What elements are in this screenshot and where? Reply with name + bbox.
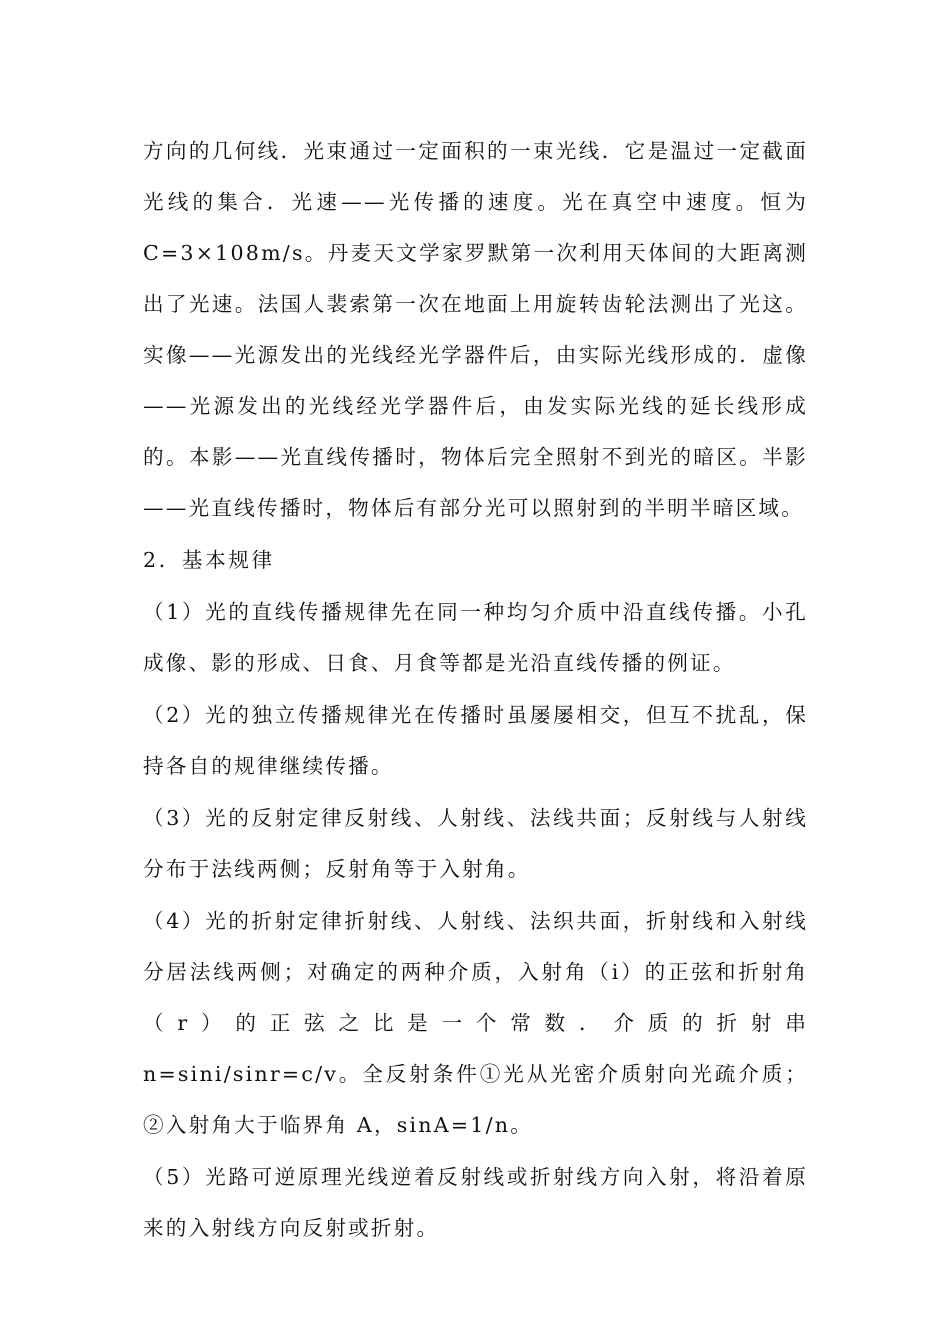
law-5-paragraph: （5）光路可逆原理光线逆着反射线或折射线方向入射，将沿着原来的入射线方向反射或折射。	[143, 1165, 808, 1240]
law-3-paragraph: （3）光的反射定律反射线、人射线、法线共面；反射线与人射线分布于法线两侧；反射角等于入射角。	[143, 806, 808, 881]
document-page	[143, 126, 808, 1254]
section-heading: 2．基本规律	[143, 548, 275, 572]
intro-paragraph: 方向的几何线．光束通过一定面积的一束光线．它是温过一定截面光线的集合．光速——光传播的速度。光在真空中速度。恒为C=3×108m/s。丹麦天文学家罗默第一次利用天体间的大距离测出了光速。法国人裴索第一次在地面上用旋转齿轮法测出了光这。实像——光源发出的光线经光学器件后，由实际光线形成的．虚像——光源发出的光线经光学器件后，由发实际光线的延长线形成的。本影——光直线传播时，物体后完全照射不到光的暗区。半影——光直线传播时，物体后有部分光可以照射到的半明半暗区域。	[143, 139, 808, 520]
law-2-paragraph: （2）光的独立传播规律光在传播时虽屡屡相交，但互不扰乱，保持各自的规律继续传播。	[143, 703, 808, 778]
law-4-paragraph: （4）光的折射定律折射线、人射线、法织共面，折射线和入射线分居法线两侧；对确定的两种介质，入射角（i）的正弦和折射角（r）的正弦之比是一个常数．介质的折射串 n=sini/sinr=c/v。全反射条件①光从光密介质射向光疏介质；②入射角大于临界角 A，sinA=1/n。	[143, 909, 808, 1137]
law-1-paragraph: （1）光的直线传播规律先在同一种均匀介质中沿直线传播。小孔成像、影的形成、日食、月食等都是光沿直线传播的例证。	[143, 600, 808, 675]
